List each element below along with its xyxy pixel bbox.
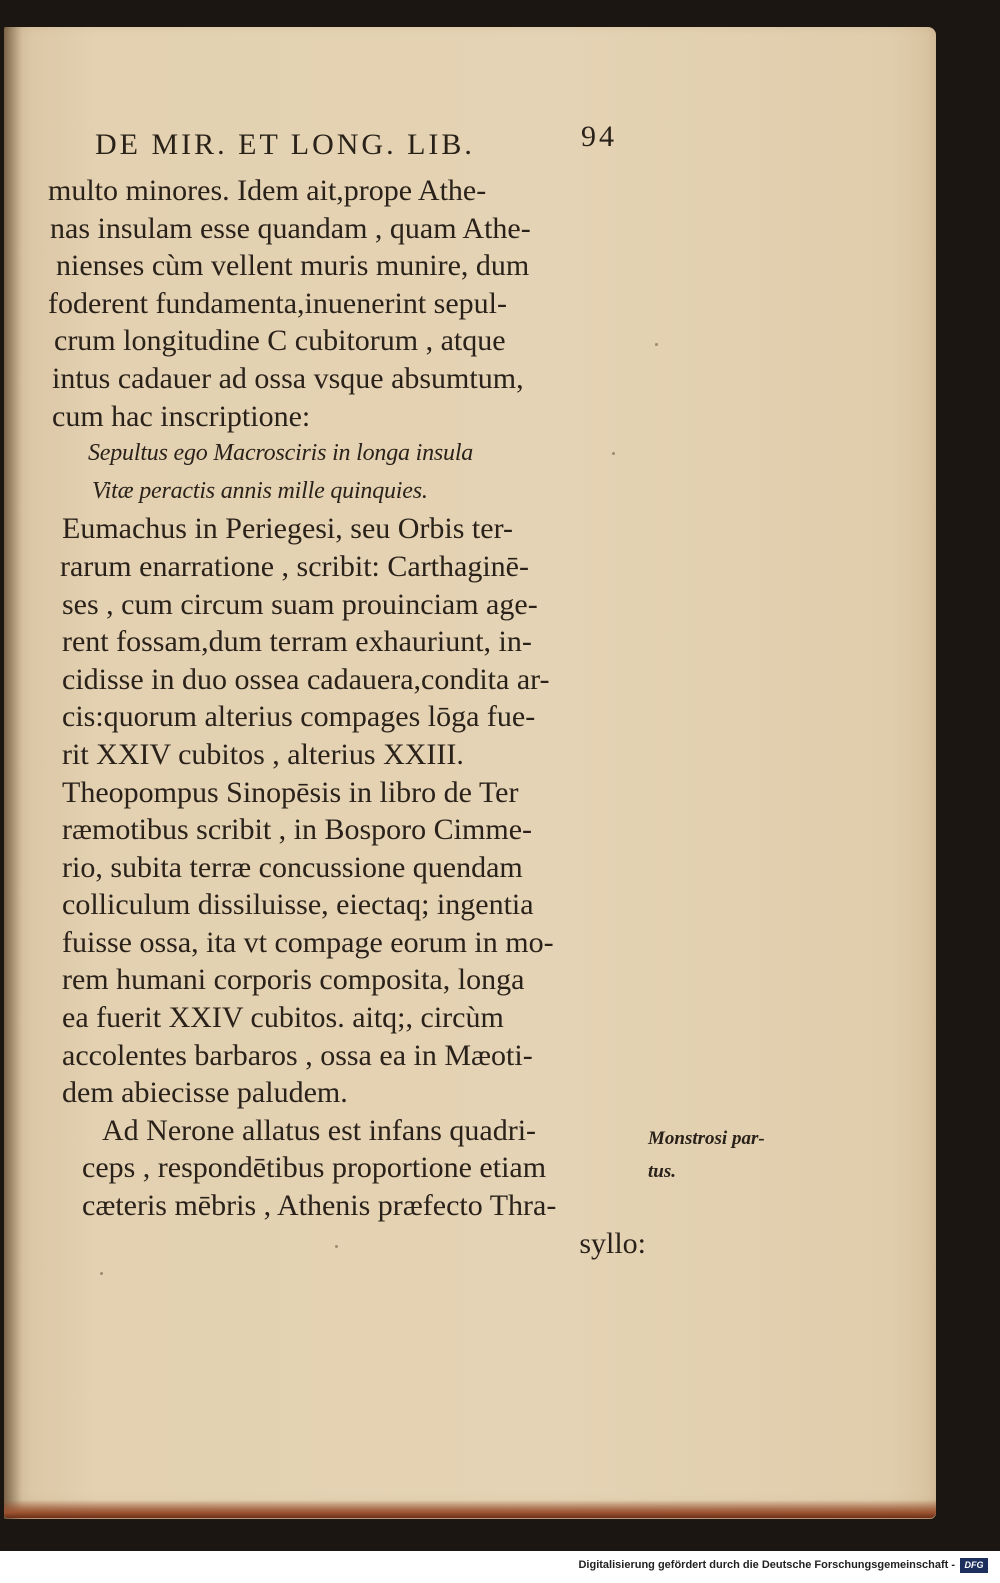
paper-speck xyxy=(100,1272,103,1275)
text-line: cum hac inscriptione: xyxy=(52,399,311,433)
text-line: accolentes barbaros , ossa ea in Mæoti- xyxy=(62,1038,533,1072)
text-line: foderent fundamenta,inuenerint sepul- xyxy=(48,286,507,320)
text-line: rem humani corporis composita, longa xyxy=(62,963,525,997)
running-header xyxy=(95,118,640,168)
marginal-note xyxy=(648,1122,808,1188)
spine-shadow xyxy=(4,27,22,1519)
text-line: Eumachus in Periegesi, seu Orbis ter- xyxy=(62,512,513,546)
text-line: cæteris mēbris , Athenis præfecto Thra- xyxy=(82,1189,557,1223)
text-line: multo minores. Idem ait,prope Athe- xyxy=(48,174,487,207)
text-line: rent fossam,dum terram exhauriunt, in- xyxy=(62,625,532,659)
catchword: syllo: xyxy=(579,1226,646,1260)
text-line: rio, subita terræ concussione quendam xyxy=(62,850,523,884)
text-line: dem abiecisse paludem. xyxy=(62,1076,348,1110)
text-line: rit XXIV cubitos , alterius XXIII. xyxy=(62,737,464,771)
text-line: ceps , respondētibus proportione etiam xyxy=(82,1151,547,1185)
running-title: DE MIR. ET LONG. LIB. xyxy=(95,128,475,161)
text-line: fuisse ossa, ita vt compage eorum in mo- xyxy=(62,925,554,959)
page-bottom-edge xyxy=(4,1500,936,1518)
text-line: Ad Nerone allatus est infans quadri- xyxy=(102,1113,537,1147)
verse-line: Vitæ peractis annis mille quinquies. xyxy=(92,477,428,504)
text-line: nienses cùm vellent muris munire, dum xyxy=(56,249,530,283)
body-text xyxy=(48,172,658,1262)
footer-bar xyxy=(0,1551,1000,1583)
text-line: colliculum dissiluisse, eiectaq; ingentia xyxy=(62,888,534,922)
funding-credit: Digitalisierung gefördert durch die Deutsche Forschungsgemeinschaft - xyxy=(578,1559,955,1571)
marginal-note-line: tus. xyxy=(648,1161,676,1182)
text-line: crum longitudine C cubitorum , atque xyxy=(54,324,506,358)
text-line: intus cadauer ad ossa vsque absumtum, xyxy=(52,361,524,395)
text-line: rarum enarratione , scribit: Carthaginē- xyxy=(60,549,529,583)
page-number: 94 xyxy=(581,120,617,153)
text-line: ses , cum circum suam prouinciam age- xyxy=(62,587,538,621)
text-line: cidisse in duo ossea cadauera,condita ar- xyxy=(62,662,550,696)
dfg-logo: DFG xyxy=(960,1558,988,1573)
text-line: ea fuerit XXIV cubitos. aitq;, circùm xyxy=(62,1001,504,1035)
marginal-note-line: Monstrosi par- xyxy=(648,1128,765,1149)
text-line: nas insulam esse quandam , quam Athe- xyxy=(50,211,531,245)
verse-line: Sepultus ego Macrosciris in longa insula xyxy=(88,440,474,467)
text-line: Theopompus Sinopēsis in libro de Ter xyxy=(62,775,519,809)
text-line: ræmotibus scribit , in Bosporo Cimme- xyxy=(62,813,532,847)
text-line: cis:quorum alterius compages lōga fue- xyxy=(62,700,536,734)
